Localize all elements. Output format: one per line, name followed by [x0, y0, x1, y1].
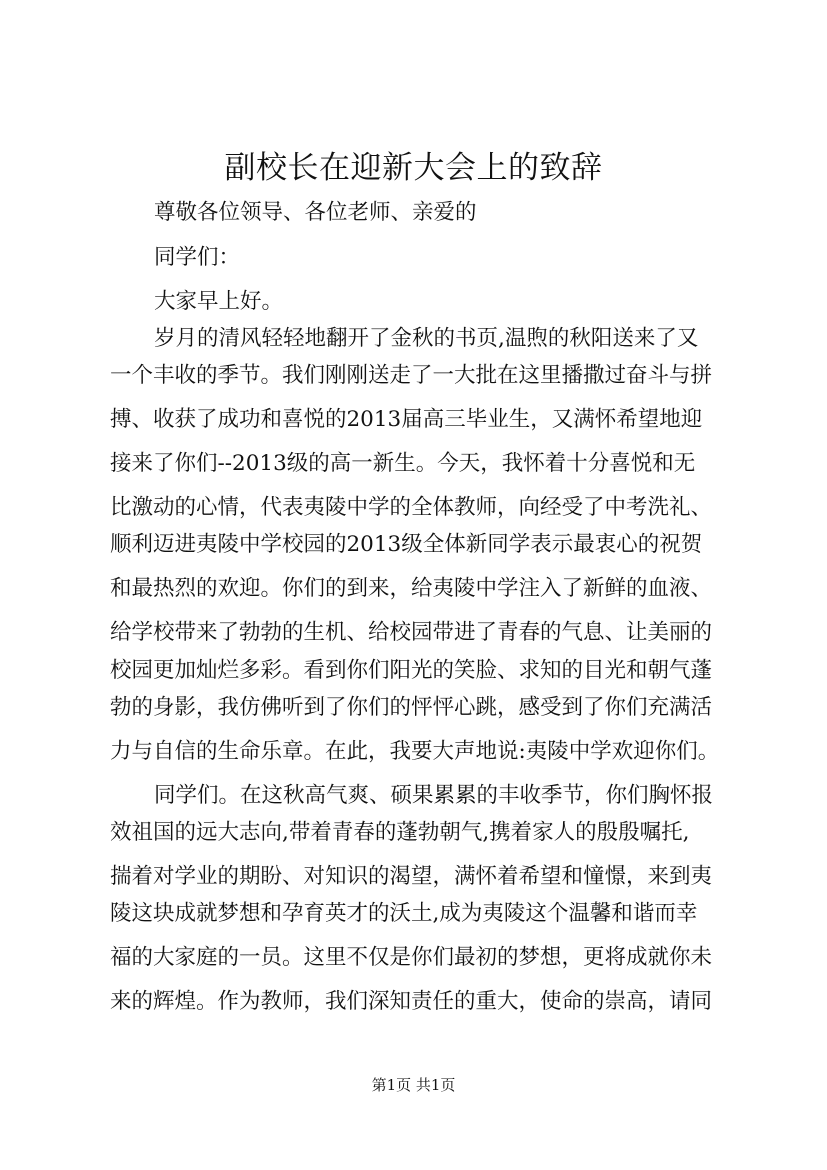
paragraph-1-line-11: 力与自信的生命乐章。在此，我要大声地说:夷陵中学欢迎你们。: [110, 739, 720, 764]
paragraph-2-line-2: 效祖国的远大志向,带着青春的蓬勃朝气,携着家人的殷殷嘱托,: [110, 820, 690, 845]
paragraph-2-line-5: 福的大家庭的一员。这里不仅是你们最初的梦想，更将成就你未: [110, 945, 713, 970]
paragraph-1-line-5: 比激动的心情，代表夷陵中学的全体教师，向经受了中考洗礼、: [110, 495, 713, 520]
greeting-line: 大家早上好。: [154, 289, 284, 314]
paragraph-1-line-7: 和最热烈的欢迎。你们的到来，给夷陵中学注入了新鲜的血液、: [110, 576, 713, 601]
paragraph-1-line-4: 接来了你们--2013级的高一新生。今天，我怀着十分喜悦和无: [110, 451, 696, 476]
paragraph-2-line-6: 来的辉煌。作为教师，我们深知责任的重大，使命的崇高，请同: [110, 989, 713, 1014]
page-footer: 第1页 共1页: [371, 1076, 456, 1094]
paragraph-1-line-1: 岁月的清风轻轻地翻开了金秋的书页,温煦的秋阳送来了又: [154, 326, 699, 351]
salutation-line-2: 同学们：: [154, 245, 241, 270]
paragraph-1-line-6: 顺利迈进夷陵中学校园的2013级全体新同学表示最衷心的祝贺: [110, 532, 703, 557]
paragraph-1-line-2: 一个丰收的季节。我们刚刚送走了一大批在这里播撒过奋斗与拼: [110, 363, 713, 388]
paragraph-2-line-1: 同学们。在这秋高气爽、硕果累累的丰收季节，你们胸怀报: [154, 783, 714, 808]
paragraph-1-line-3: 搏、收获了成功和喜悦的2013届高三毕业生，又满怀希望地迎: [110, 407, 703, 432]
paragraph-1-line-9: 校园更加灿烂多彩。看到你们阳光的笑脸、求知的目光和朝气蓬: [110, 658, 713, 683]
paragraph-2-line-4: 陵这块成就梦想和孕育英才的沃土,成为夷陵这个温馨和谐而幸: [110, 901, 698, 926]
paragraph-2-line-3: 揣着对学业的期盼、对知识的渴望，满怀着希望和憧憬，来到夷: [110, 864, 713, 889]
document-title: 副校长在迎新大会上的致辞: [224, 150, 603, 186]
paragraph-1-line-8: 给学校带来了勃勃的生机、给校园带进了青春的气息、让美丽的: [110, 620, 713, 645]
paragraph-1-line-10: 勃的身影，我仿佛听到了你们的怦怦心跳，感受到了你们充满活: [110, 695, 713, 720]
salutation-line-1: 尊敬各位领导、各位老师、亲爱的: [154, 200, 477, 225]
